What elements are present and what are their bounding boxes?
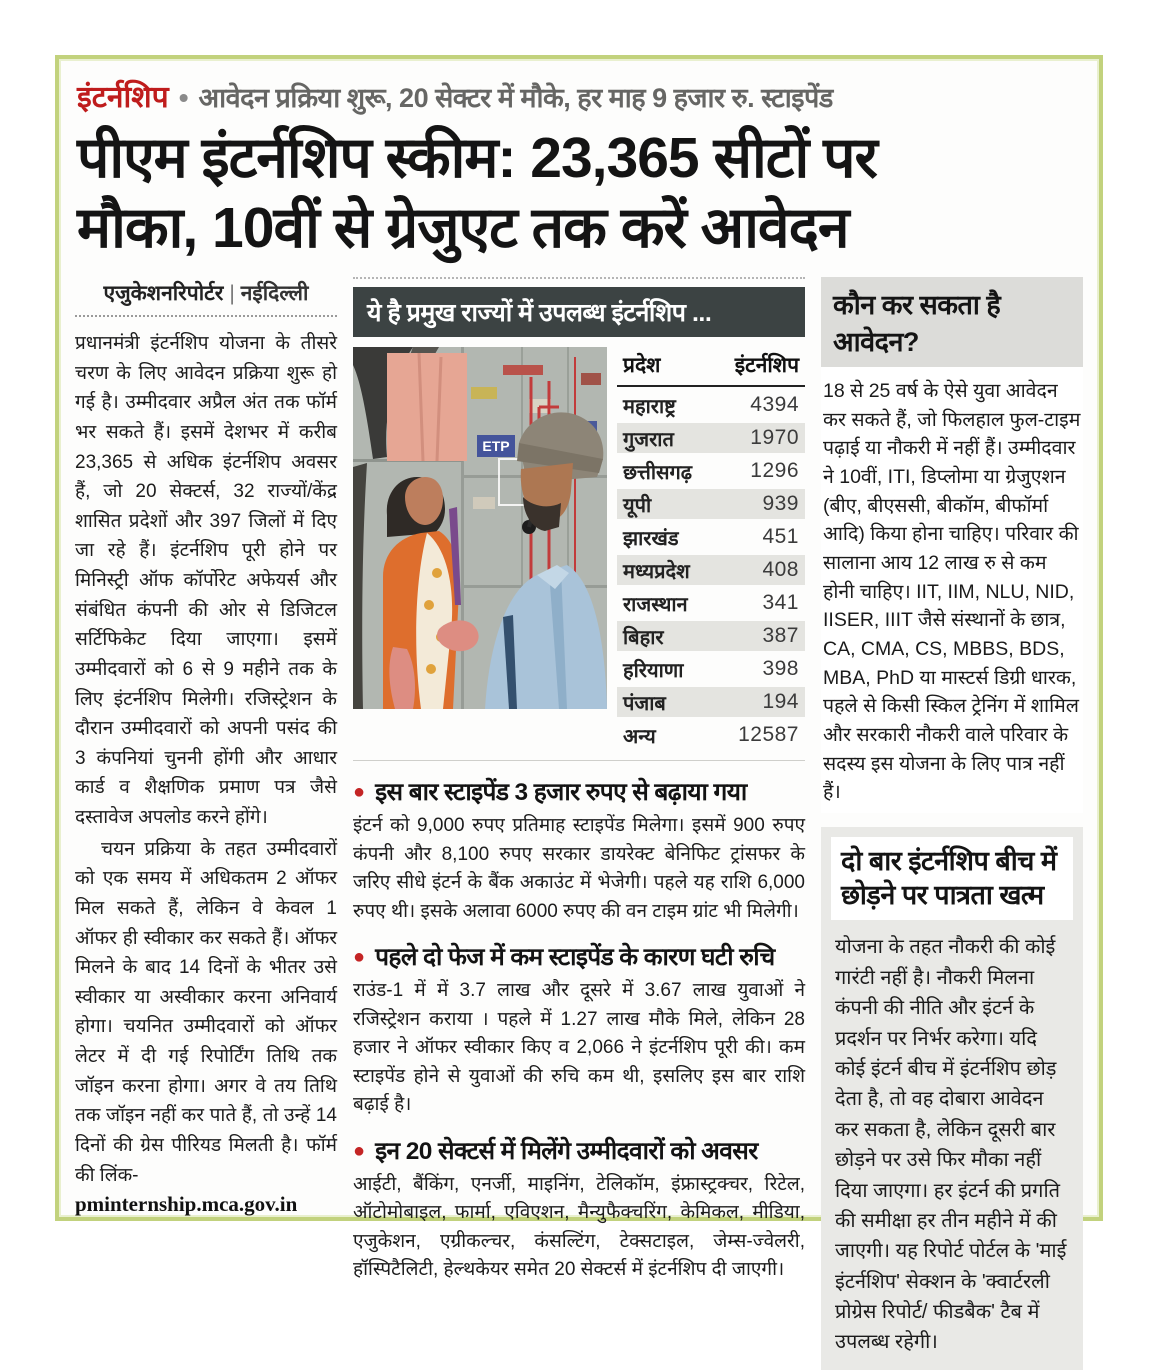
left-column (75, 277, 337, 1370)
table-row (617, 489, 805, 519)
internship-count: 12587 (738, 723, 799, 747)
quit-rule-box-body: योजना के तहत नौकरी की कोई गारंटी नहीं है। नौकरी मिलना कंपनी की नीति और इंटर्न के प्रदर्शन पर निर्भर करेगा। यदि कोई इंटर्न बीच में इंटर्नशिप छोड़ देता है, तो वह दोबारा आवेदन कर सकता है, लेकिन दूसरी बार छोड़ने पर उसे फिर मौका नहीं दिया जाएगा। हर इंटर्न की प्रगति की समीक्षा हर तीन महीने में की जाएगी। यह रिपोर्ट पोर्टल के 'माई इंटर्नशिप' सेक्शन के 'क्वार्टरली प्रोग्रेस रिपोर्ट/ फीडबैक' टैब में उपलब्ध रहेगी। (835, 936, 1067, 1354)
state-name: यूपी (623, 494, 652, 517)
kicker-text: आवेदन प्रक्रिया शुरू, 20 सेक्टर में मौके, हर माह 9 हजार रु. स्टाइपेंड (198, 83, 833, 113)
quit-title-line2: छोड़ने पर पात्रता खत्म (841, 879, 1044, 910)
photo-etp-label: ETP (482, 438, 510, 455)
article-paragraph-2: चयन प्रक्रिया के तहत उम्मीदवारों को एक समय में अधिकतम 2 ऑफर मिल सकते हैं, लेकिन वे केवल 1 ऑफर ही स्वीकार कर सकते हैं। ऑफर मिलने के बाद 14 दिनों के भीतर उसे स्वीकार या अस्वीकार करना अनिवार्य होगा। चयनित उम्मीदवारों को ऑफर लेटर में दी गई रिपोर्टिंग तिथि तक जॉइन करना होगा। अगर वे तय तिथि तक जॉइन नहीं कर पाते हैं, तो उन्हें 14 दिनों की ग्रेस पीरियड मिलती है। फॉर्म की लिंक- (75, 838, 337, 1186)
photo-illustration (353, 347, 607, 709)
column-header-count: इंटर्नशिप (734, 354, 799, 378)
state-name: पंजाब (623, 692, 666, 715)
byline-city: नईदिल्ली (240, 282, 309, 306)
portal-link[interactable]: pminternship.mca.gov.in (75, 1192, 298, 1217)
section-heading: इस बार स्टाइपेंड 3 हजार रुपए से बढ़ाया गया (375, 779, 747, 807)
state-name: मध्यप्रदेश (623, 560, 690, 583)
state-name: गुजरात (623, 428, 674, 451)
section-heading-row (353, 940, 805, 973)
byline-separator: | (229, 282, 235, 306)
page-title (75, 118, 1083, 277)
table-row (617, 720, 805, 750)
table-row (617, 423, 805, 453)
article-columns (75, 277, 1083, 1370)
section-heading-row (353, 1134, 805, 1167)
right-column (821, 277, 1083, 1370)
section-heading: इन 20 सेक्टर्स में मिलेंगे उम्मीदवारों को अवसर (375, 1137, 758, 1165)
article-paragraph-1: प्रधानमंत्री इंटर्नशिप योजना के तीसरे चरण के लिए आवेदन प्रक्रिया शुरू हो गई है। उम्मीदवार अप्रैल अंत तक फॉर्म भर सकते हैं। इसमें देशभर में करीब 23,365 से अधिक इंटर्नशिप अवसर हैं, जो 20 सेक्टर्स, 32 राज्यों/केंद्र शासित प्रदेशों और 397 जिलों में दिए जा रहे हैं। इंटर्नशिप पूरी होने पर मिनिस्ट्री ऑफ कॉर्पोरेट अफेयर्स और संबंधित कंपनी की ओर से डिजिटल सर्टिफिकेट दिया जाएगा। इसमें उम्मीदवारों को 6 से 9 महीने तक के लिए इंटर्नशिप मिलेगी। रजिस्ट्रेशन के दौरान उम्मीदवारों को अपनी पसंद की 3 कंपनियां चुननी होंगी और आधार कार्ड व शैक्षणिक प्रमाण पत्र जैसे दस्तावेज अपलोड करने होंगे। (75, 333, 337, 829)
kicker-tag: इंटर्नशिप (77, 81, 169, 114)
table-header-row (617, 349, 805, 387)
news-photo (353, 347, 607, 709)
quit-rule-box-title (831, 837, 1073, 921)
newspaper-clipping (55, 55, 1103, 1354)
section-body: राउंड-1 में में 3.7 लाख और दूसरे में 3.67 लाख युवाओं ने रजिस्ट्रेशन कराया । पहले में 1.27 लाख मौके मिले, लेकिन 28 हजार ने ऑफर स्वीकार किए व 2,066 ने इंटर्नशिप पूरी की। कम स्टाइपेंड होने से युवाओं की रुचि कम थी, इसलिए इस बार राशि बढ़ाई है। (353, 980, 805, 1116)
table-row (617, 390, 805, 420)
internship-count: 408 (762, 558, 799, 582)
state-name: छत्तीसगढ़ (623, 461, 693, 484)
internship-count: 451 (762, 525, 799, 549)
figure-body (353, 347, 805, 761)
red-bullet-icon: ● (353, 781, 366, 804)
table-row (617, 456, 805, 486)
eligibility-box-title: कौन कर सकता है आवेदन? (821, 277, 1083, 367)
red-bullet-icon: ● (353, 946, 366, 969)
state-name: अन्य (623, 725, 656, 748)
internship-count: 1296 (750, 459, 799, 483)
internship-count: 939 (762, 492, 799, 516)
table-row (617, 522, 805, 552)
section-stipend-raised (353, 775, 805, 926)
headline-line1: पीएम इंटर्नशिप स्कीम: 23,365 सीटों पर (77, 126, 877, 190)
internship-count: 4394 (750, 393, 799, 417)
internship-count: 398 (762, 657, 799, 681)
column-header-state: प्रदेश (623, 354, 661, 378)
byline (75, 277, 337, 317)
states-table (617, 347, 805, 750)
section-heading-row (353, 775, 805, 808)
internship-count: 1970 (750, 426, 799, 450)
section-low-interest (353, 940, 805, 1120)
state-name: हरियाणा (623, 659, 684, 682)
state-name: बिहार (623, 626, 664, 649)
internship-count: 194 (762, 690, 799, 714)
table-row (617, 588, 805, 618)
table-row (617, 654, 805, 684)
section-20-sectors (353, 1134, 805, 1285)
states-figure (353, 277, 805, 761)
quit-title-line1: दो बार इंटर्नशिप बीच में (841, 845, 1057, 876)
figure-title: ये है प्रमुख राज्यों में उपलब्ध इंटर्नशिप ... (353, 287, 805, 337)
kicker-bullet-icon: • (178, 82, 189, 113)
byline-author: एजुकेशनरिपोर्टर (103, 282, 224, 306)
state-name: राजस्थान (623, 593, 688, 616)
table-row (617, 687, 805, 717)
eligibility-box (821, 277, 1083, 813)
state-name: महाराष्ट्र (623, 395, 676, 418)
kicker (75, 71, 1083, 118)
middle-column (353, 277, 805, 1370)
state-name: झारखंड (623, 527, 679, 550)
section-body: इंटर्न को 9,000 रुपए प्रतिमाह स्टाइपेंड मिलेगा। इसमें 900 रुपए कंपनी और 8,100 रुपए सरकार डायरेक्ट बेनिफिट ट्रांसफर के जरिए सीधे इंटर्न के बैंक अकाउंट में भेजेगी। पहले यह राशि 6,000 रुपए थी। इसके अलावा 6000 रुपए की वन टाइम ग्रांट भी मिलेगी। (353, 815, 805, 922)
headline-line2: मौका, 10वीं से ग्रेजुएट तक करें आवेदन (77, 195, 849, 260)
eligibility-box-body: 18 से 25 वर्ष के ऐसे युवा आवेदन कर सकते हैं, जो फिलहाल फुल-टाइम पढ़ाई या नौकरी में नहीं हैं। उम्मीदवार ने 10वीं, ITI, डिप्लोमा या ग्रेजुएशन (बीए, बीएससी, बीकॉम, बीफॉर्मा आदि) किया होना चाहिए। परिवार की सालाना आय 12 लाख रु से कम होनी चाहिए। IIT, IIM, NLU, NID, IISER, IIIT जैसे संस्थानों के छात्र, CA, CMA, CS, MBBS, BDS, MBA, PhD या मास्टर्स डिग्री धारक, पहले से किसी स्किल ट्रेनिंग में शामिल और सरकारी नौकरी वाले परिवार के सदस्य इस योजना के लिए पात्र नहीं हैं। (823, 380, 1081, 804)
red-bullet-icon: ● (353, 1139, 366, 1162)
section-heading: पहले दो फेज में कम स्टाइपेंड के कारण घटी रुचि (375, 944, 775, 972)
internship-count: 387 (762, 624, 799, 648)
quit-rule-box (821, 827, 1083, 1370)
table-row (617, 555, 805, 585)
table-row (617, 621, 805, 651)
section-body: आईटी, बैंकिंग, एनर्जी, माइनिंग, टेलिकॉम, इंफ्रास्ट्रक्चर, रिटेल, ऑटोमोबाइल, फार्मा, एविएशन, मैन्युफैक्चरिंग, केमिकल, मीडिया, एजुकेशन, एग्रीकल्चर, कंसल्टिंग, टेक्सटाइल, जेम्स-ज्वेलरी, हॉस्पिटैलिटी, हेल्थकेयर समेत 20 सेक्टर्स में इंटर्नशिप दी जाएगी। (353, 1173, 805, 1281)
internship-count: 341 (762, 591, 799, 615)
